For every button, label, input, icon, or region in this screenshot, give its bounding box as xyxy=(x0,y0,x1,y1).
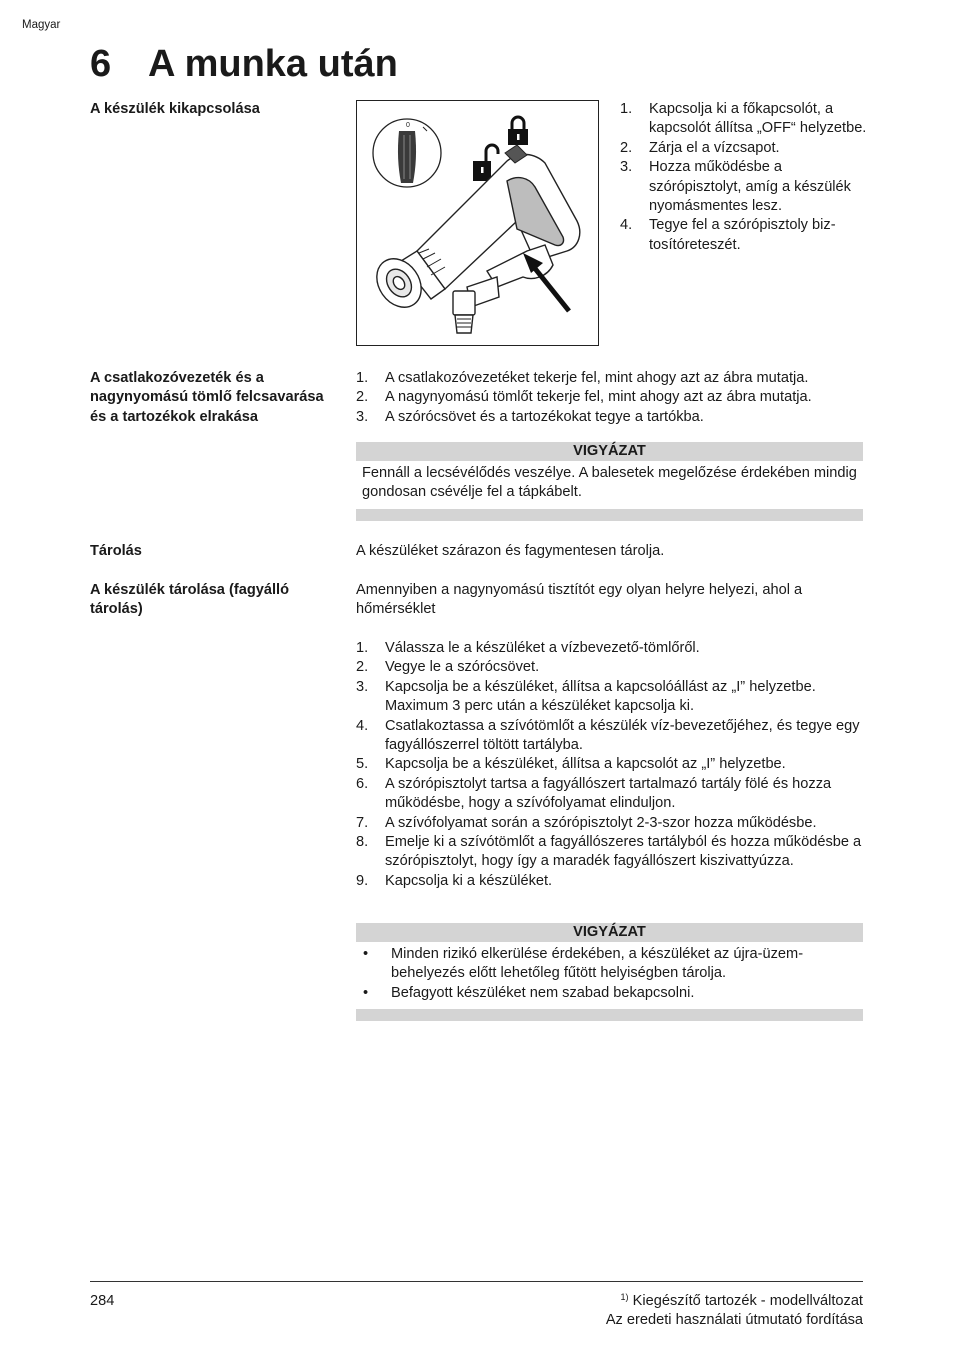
list-item: 2. A nagynyomású tömlőt tekerje fel, mint ahogy azt az ábra mutatja. xyxy=(356,389,812,406)
warning-box-frost xyxy=(356,923,863,1021)
warning-footer-bar xyxy=(356,1009,863,1021)
list-item: 9. Kapcsolja ki a készüléket. xyxy=(356,872,553,889)
list-item: 4. Csatlakoztassa a szívótömlőt a készülék víz-bevezetőjéhez, és tegye egy fagyállószerrel töltött tartályba. xyxy=(356,717,860,754)
lock-closed-icon xyxy=(508,117,528,145)
language-label: Magyar xyxy=(22,19,61,31)
warning-title: VIGYÁZAT xyxy=(356,923,863,942)
warning-bullets xyxy=(356,942,863,1009)
warning-footer-bar xyxy=(356,509,863,521)
list-item: 4. Tegye fel a szórópisztoly biz-tosítóreteszét. xyxy=(620,217,836,253)
section-heading-frost: A készülék tárolása (fagyálló tárolás) xyxy=(90,582,289,618)
chapter-title: A munka után xyxy=(148,43,398,85)
spray-gun-illustration xyxy=(357,101,598,345)
list-item: 3. A szórócsövet és a tartozékokat tegye a tartókba. xyxy=(356,408,704,425)
list-item: 5. Kapcsolja be a készüléket, állítsa a kapcsolót az „I” helyzetbe. xyxy=(356,756,786,773)
switch-mark: 0 xyxy=(406,122,410,129)
section-heading-storage: Tárolás xyxy=(90,543,142,559)
spray-gun-figure xyxy=(356,100,599,346)
list-item: • Minden rizikó elkerülése érdekében, a készüléket az újra-üzem-behelyezés előtt lehetőleg fűtött helyiségben tárolja. xyxy=(363,946,804,982)
footer-notes xyxy=(606,1292,863,1331)
list-item: 1. Kapcsolja ki a főkapcsolót, a kapcsolót állítsa „OFF“ helyzetbe. xyxy=(620,101,867,137)
frost-intro: Amennyiben a nagynyomású tisztítót egy olyan helyre helyezi, ahol a hőmérséklet xyxy=(356,582,803,618)
warning-title: VIGYÁZAT xyxy=(356,442,863,461)
section-heading-hose: A csatlakozóvezeték és a nagynyomású tömlő felcsavarása és a tartozékok elrakása xyxy=(90,370,324,425)
list-item: 1. Válassza le a készüléket a vízbevezető-tömlőről. xyxy=(356,640,700,656)
footer-divider xyxy=(90,1281,863,1282)
switch-off-steps xyxy=(620,100,870,255)
list-item: 2. Vegye le a szórócsövet. xyxy=(356,659,540,676)
list-item: • Befagyott készüléket nem szabad bekapcsolni. xyxy=(363,984,695,1001)
list-item: 2. Zárja el a vízcsapot. xyxy=(620,139,780,156)
list-item: 6. A szórópisztolyt tartsa a fagyállószert tartalmazó tartály fölé és hozza működésbe, hogy a szívófolyamat elinduljon. xyxy=(356,775,832,812)
hose-steps xyxy=(356,369,863,427)
chapter-number: 6 xyxy=(90,43,112,85)
list-item: 1. A csatlakozóvezetéket tekerje fel, mint ahogy azt az ábra mutatja. xyxy=(356,370,809,386)
power-switch-icon xyxy=(373,119,441,187)
warning-box-hose xyxy=(356,442,863,521)
frost-steps xyxy=(356,639,863,891)
list-item: 7. A szívófolyamat során a szórópisztolyt 2-3-szor hozza működésbe. xyxy=(356,814,817,831)
page-number: 284 xyxy=(90,1293,115,1309)
footnote: $^{1)}$ Kiegészítő tartozék - modellváltozat xyxy=(620,1292,863,1309)
chapter-heading xyxy=(90,40,398,88)
footnote-mark: 1) xyxy=(620,1292,629,1302)
list-item: 3. Hozza működésbe a szórópisztolyt, amíg a készülék nyomásmentes lesz. xyxy=(620,159,851,215)
warning-text: Fennáll a lecsévélődés veszélye. A balesetek megelőzése érdekében mindig gondosan csévélje fel a tápkábelt. xyxy=(362,465,857,501)
section-heading-switch-off: A készülék kikapcsolása xyxy=(90,101,260,117)
storage-text: A készüléket szárazon és fagymentesen tárolja. xyxy=(356,543,665,559)
list-item: 3. Kapcsolja be a készüléket, állítsa a kapcsolóállást az „I” helyzetbe. Maximum 3 perc után a készüléket kapcsolja ki. xyxy=(356,678,816,715)
translation-note: Az eredeti használati útmutató fordítása xyxy=(605,1312,863,1329)
list-item: 8. Emelje ki a szívótömlőt a fagyállószeres tartályból és hozza működésbe a szórópisztolyt, hogy így a maradék fagyállószert kiszivattyúzza. xyxy=(356,834,862,870)
